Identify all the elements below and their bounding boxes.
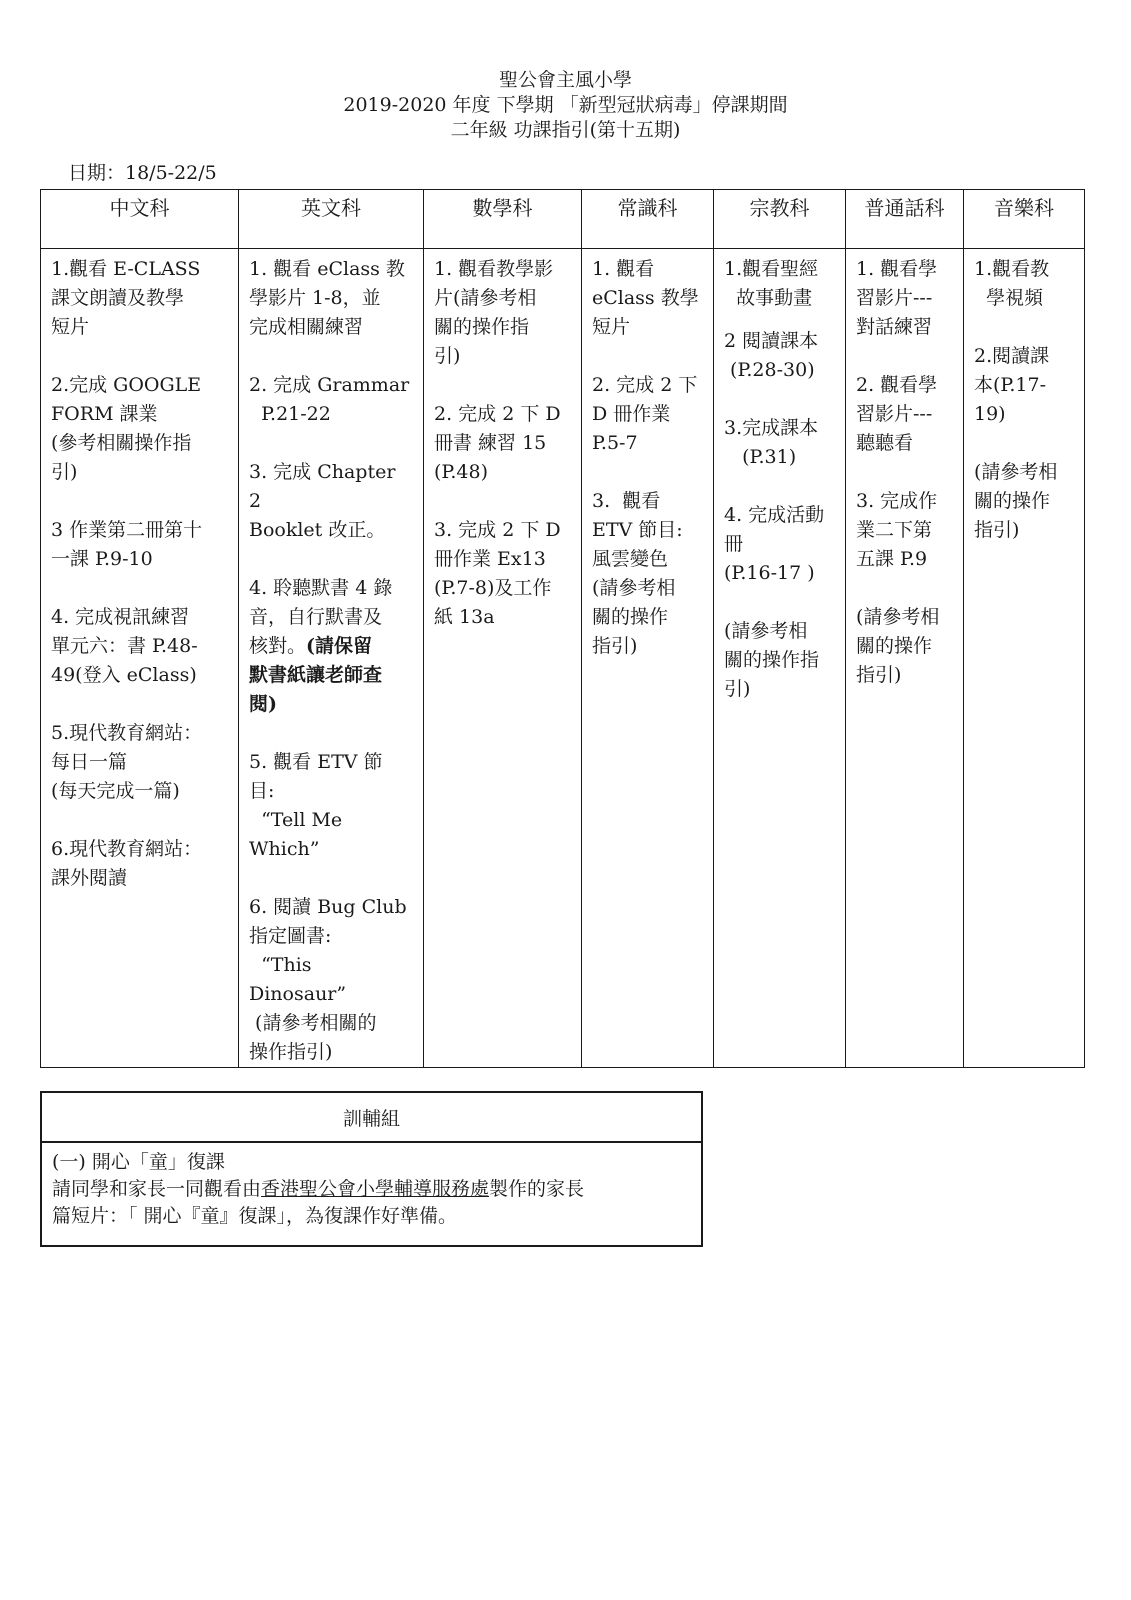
guidance-line-1-pre: 請同學和家長一同觀看由 (52, 1178, 262, 1200)
task-text: 4. 聆聽默書 4 錄 音，自行默書及 核對。 (249, 577, 393, 657)
task-item: 2 閱讀課本 (P.28-30) (724, 330, 819, 381)
task-item: 2. 完成 2 下 D 冊作業 P.5-7 (592, 374, 698, 454)
task-item: 6.現代教育網站： 課外閱讀 (51, 838, 203, 889)
subject-header: 中文科 (41, 190, 239, 249)
subject-header: 英文科 (239, 190, 424, 249)
subject-header: 音樂科 (964, 190, 1085, 249)
task-bold-note: (請保留 默書紙讓老師查 閱) (249, 635, 383, 715)
task-item: 3 作業第二冊第十 一課 P.9-10 (51, 519, 203, 570)
task-item: 5.現代教育網站： 每日一篇 (每天完成一篇) (51, 722, 203, 802)
subject-tasks-putonghua (846, 249, 964, 1068)
task-item: 3. 完成作 業二下第 五課 P.9 (856, 490, 938, 570)
document-header (0, 68, 1131, 143)
term-title: 2019-2020 年度 下學期 「新型冠狀病毒」停課期間 (343, 94, 788, 116)
school-name: 聖公會主風小學 (498, 69, 632, 91)
task-item: 2. 完成 2 下 D 冊書 練習 15 (P.48) (434, 403, 561, 483)
subject-tasks-math (424, 249, 582, 1068)
subject-tasks-english (239, 249, 424, 1068)
subject-header: 普通話科 (846, 190, 964, 249)
guidance-table (40, 1091, 703, 1247)
task-item: 4. 完成活動 冊 (P.16-17 ) (724, 504, 825, 584)
subject-header: 常識科 (582, 190, 714, 249)
guidance-organisation-link[interactable]: 香港聖公會小學輔導服務處 (261, 1178, 490, 1200)
subject-header-row (41, 190, 1085, 249)
task-item: 2.完成 GOOGLE FORM 課業 (參考相關操作指 引) (51, 374, 202, 483)
subject-tasks-chinese (41, 249, 239, 1068)
task-item: 3. 完成 Chapter 2 Booklet 改正。 (249, 461, 396, 541)
tasks-row (41, 249, 1085, 1068)
task-item: 3. 觀看 ETV 節目: 風雲變色 (請參考相 關的操作 指引) (592, 490, 683, 657)
task-item: 1. 觀看 eClass 教 學影片 1-8，並 完成相關練習 (249, 258, 405, 338)
task-item: 1.觀看教 學視頻 (974, 258, 1050, 309)
subject-tasks-religion (714, 249, 846, 1068)
task-item: 2.閱讀課 本(P.17- 19) (974, 345, 1050, 425)
subject-header: 數學科 (424, 190, 582, 249)
guidance-title: 訓輔組 (41, 1092, 702, 1142)
task-item: 2. 觀看學 習影片--- 聽聽看 (856, 374, 938, 454)
homework-table (40, 189, 1085, 1068)
task-item: 1. 觀看教學影 片(請參考相 關的操作指 引) (434, 258, 554, 367)
guidance-section (40, 1091, 703, 1247)
task-item: 1.觀看 E-CLASS 課文朗讀及教學 短片 (51, 258, 201, 338)
task-item: 3. 完成 2 下 D 冊作業 Ex13 (P.7-8)及工作 紙 13a (434, 519, 561, 628)
task-item: 6. 閱讀 Bug Club 指定圖書: “This Dinosaur” (請參考相關的 操作指引) (249, 896, 407, 1063)
task-item: (請參考相 關的操作指 引) (724, 620, 820, 700)
task-item: (請參考相 關的操作 指引) (974, 461, 1058, 541)
task-item: 1. 觀看 eClass 教學 短片 (592, 258, 699, 338)
date-label: 日期：18/5-22/5 (68, 162, 217, 184)
task-item: 2. 完成 Grammar P.21-22 (249, 374, 410, 425)
task-item: 4. 完成視訊練習 單元六：書 P.48- 49(登入 eClass) (51, 606, 198, 686)
task-item: 3.完成課本 (P.31) (724, 417, 819, 468)
subject-tasks-general-studies (582, 249, 714, 1068)
guidance-body (41, 1142, 702, 1246)
task-item: 1. 觀看學 習影片--- 對話練習 (856, 258, 938, 338)
grade-title: 二年級 功課指引(第十五期) (450, 119, 681, 141)
guidance-line-2: 篇短片：「 開心『童』復課」，為復課作好準備。 (52, 1205, 458, 1227)
guidance-heading: (一) 開心「童」復課 (52, 1151, 225, 1173)
homework-table-wrapper (40, 189, 1085, 1068)
subject-header: 宗教科 (714, 190, 846, 249)
task-item: 1.觀看聖經 故事動畫 (724, 258, 819, 309)
subject-tasks-music (964, 249, 1085, 1068)
guidance-line-1-post: 製作的家長 (489, 1178, 585, 1200)
task-item: (請參考相 關的操作 指引) (856, 606, 940, 686)
task-item: 5. 觀看 ETV 節 目: “Tell Me Which” (249, 751, 383, 860)
guidance-line-1 (52, 1176, 693, 1203)
task-item (249, 574, 415, 719)
